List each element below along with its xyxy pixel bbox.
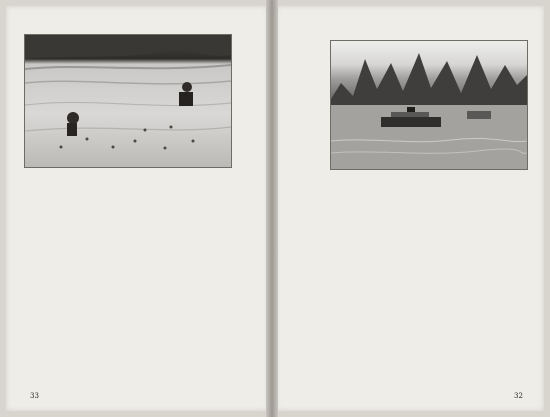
river-karst-photo: [330, 40, 528, 170]
rice-field-photo-art: [25, 35, 231, 167]
right-page-top-text: [278, 8, 328, 173]
left-page-top-text: [214, 32, 262, 184]
book-gutter: [266, 0, 278, 417]
left-page-bottom-text: [30, 204, 260, 384]
right-photo-caption: [326, 172, 526, 194]
left-photo-caption: [30, 172, 226, 198]
rice-field-photo: [24, 34, 232, 168]
river-karst-photo-art: [331, 41, 527, 169]
right-page-number: 32: [514, 392, 523, 400]
right-page-bottom-text: [282, 208, 528, 383]
left-page-number: 33: [30, 392, 39, 400]
running-head: [22, 8, 172, 22]
